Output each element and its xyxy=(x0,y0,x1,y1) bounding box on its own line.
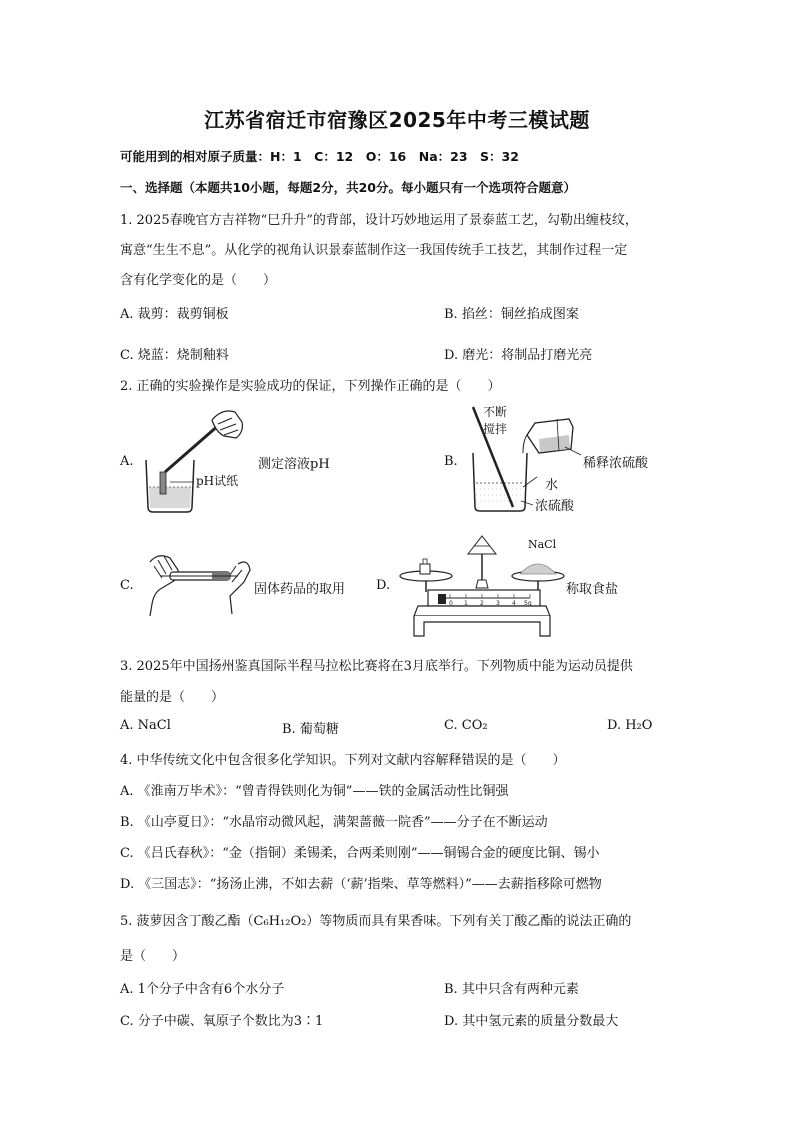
nacl-label: NaCl xyxy=(528,538,557,551)
balance-illustration xyxy=(398,532,566,640)
q2-c-caption: 固体药品的取用 xyxy=(254,582,346,597)
q3-stem-line-1: 3. 2025年中国扬州鉴真国际半程马拉松比赛将在3月底举行。下列物质中能为运动员提供 xyxy=(120,659,633,674)
stir-label-1: 不断 xyxy=(483,405,508,419)
q5-stem-line-2: 是（ ） xyxy=(120,949,186,964)
water-label: 水 xyxy=(545,478,559,493)
stir-label-2: 搅拌 xyxy=(483,422,508,436)
q5-option-c: C. 分子中碳、氧原子个数比为3∶1 xyxy=(120,1014,324,1029)
q2-a-caption: 测定溶液pH xyxy=(258,457,330,472)
q2-d-caption: 称取食盐 xyxy=(566,582,619,597)
q2-b-letter: B. xyxy=(444,454,458,469)
ph-test-illustration xyxy=(140,402,250,517)
chemical-formula: C₆H₁₂O₂ xyxy=(253,914,307,929)
atomic-mass-note: 可能用到的相对原子质量：H：1 C：12 O：16 Na：23 S：32 xyxy=(120,149,519,164)
q2-stem: 2. 正确的实验操作是实验成功的保证，下列操作正确的是（ ） xyxy=(120,379,501,394)
solid-sampling-illustration xyxy=(140,548,255,620)
q5-stem-part-1: 5. 菠萝因含丁酸乙酯（ xyxy=(120,914,254,929)
q4-stem: 4. 中华传统文化中包含很多化学知识。下列对文献内容解释错误的是（ ） xyxy=(120,753,566,768)
q5-option-b: B. 其中只含有两种元素 xyxy=(444,982,579,997)
q2-c-letter: C. xyxy=(120,578,134,593)
q3-option-c: C. CO₂ xyxy=(444,718,488,733)
q4-option-a: A. 《淮南万毕术》：“曾青得铁则化为铜”——铁的金属活动性比铜强 xyxy=(120,784,509,799)
q1-stem-line-3: 含有化学变化的是（ ） xyxy=(120,273,277,288)
q1-option-a: A. 裁剪：裁剪铜板 xyxy=(120,307,229,322)
section-heading: 一、选择题（本题共10小题，每题2分，共20分。每小题只有一个选项符合题意） xyxy=(120,180,576,195)
q3-option-a: A. NaCl xyxy=(120,718,171,733)
scale-tick-1: 1 xyxy=(464,600,468,607)
q5-option-a: A. 1个分子中含有6个水分子 xyxy=(120,982,285,997)
q1-option-d: D. 磨光：将制品打磨光亮 xyxy=(444,348,593,363)
q3-stem-line-2: 能量的是（ ） xyxy=(120,690,225,705)
q5-stem-part-2: ）等物质而具有果香味。下列有关丁酸乙酯的说法正确的 xyxy=(306,914,632,929)
q4-option-c: C. 《吕氏春秋》：“金（指铜）柔锡柔，合两柔则刚”——铜锡合金的硬度比铜、锡小 xyxy=(120,846,600,861)
ph-paper-label: pH试纸 xyxy=(196,474,239,488)
page-title: 江苏省宿迁市宿豫区2025年中考三模试题 xyxy=(204,108,590,132)
scale-tick-4: 4 xyxy=(512,600,516,607)
q2-a-letter: A. xyxy=(120,454,134,469)
scale-tick-3: 3 xyxy=(496,600,500,607)
q2-d-letter: D. xyxy=(376,578,391,593)
q1-option-b: B. 掐丝：铜丝掐成图案 xyxy=(444,307,579,322)
q5-stem-line-1 xyxy=(120,910,631,929)
scale-tick-0: 0 xyxy=(449,600,453,607)
dilute-label: 稀释浓硫酸 xyxy=(583,456,649,471)
scale-tick-5: 5g xyxy=(524,600,532,607)
q1-stem-line-1: 1. 2025春晚官方吉祥物“巳升升”的背部，设计巧妙地运用了景泰蓝工艺，勾勒出缠枝纹， xyxy=(120,213,638,228)
q5-option-d: D. 其中氢元素的质量分数最大 xyxy=(444,1014,619,1029)
q4-option-d: D. 《三国志》：“扬汤止沸，不如去薪（‘薪’指柴、草等燃料）”——去薪指移除可燃物 xyxy=(120,877,602,892)
q3-option-d: D. H₂O xyxy=(607,718,653,733)
acid-label: 浓硫酸 xyxy=(535,499,575,514)
q3-option-b: B. 葡萄糖 xyxy=(282,722,339,737)
q1-option-c: C. 烧蓝：烧制釉料 xyxy=(120,348,229,363)
q4-option-b: B. 《山亭夏日》：“水晶帘动微风起，满架蔷薇一院香”——分子在不断运动 xyxy=(120,815,548,830)
q1-stem-line-2: 寓意“生生不息”。从化学的视角认识景泰蓝制作这一我国传统手工技艺，其制作过程一定 xyxy=(120,243,628,258)
scale-tick-2: 2 xyxy=(480,600,484,607)
